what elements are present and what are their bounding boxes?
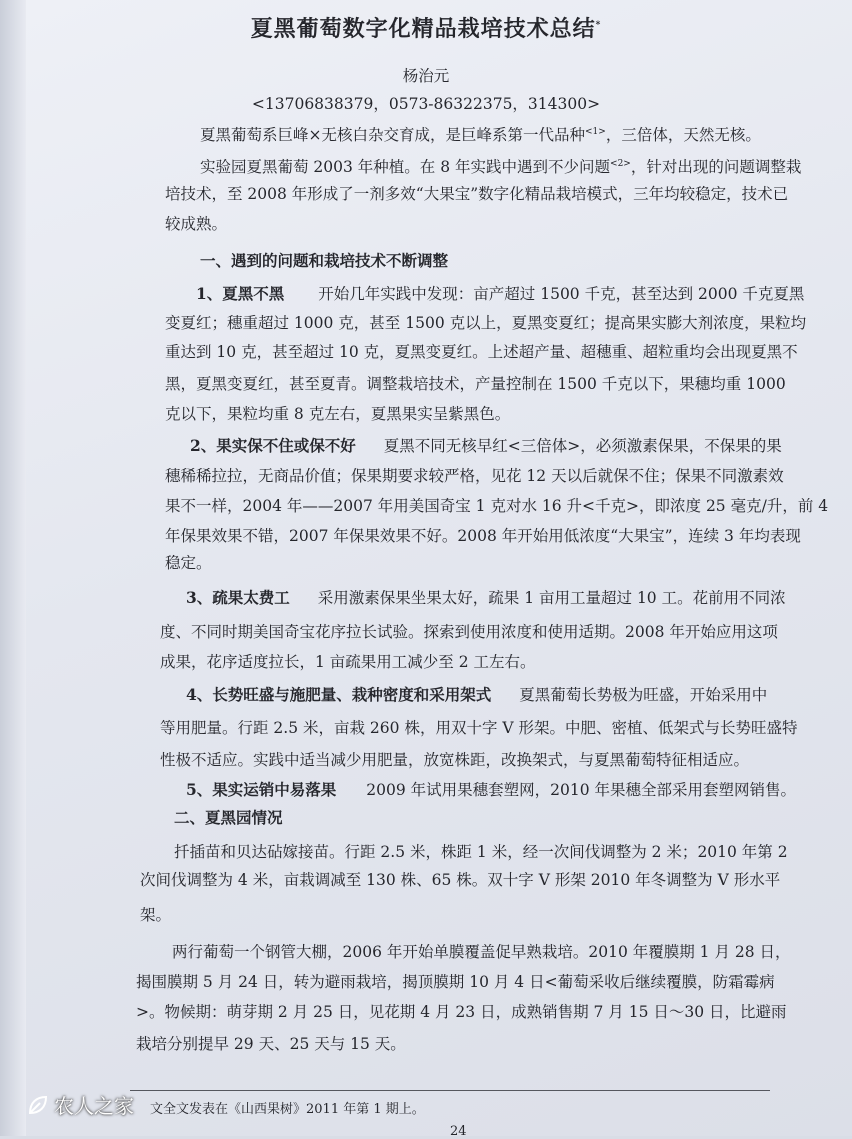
item-3-heading: 3、疏果太费工 <box>186 588 290 607</box>
item-4-heading: 4、长势旺盛与施肥量、栽种密度和采用架式 <box>186 685 492 704</box>
text-line: 等用肥量。行距 2.5 米，亩栽 260 株，用双十字 V 形架。中肥、密植、低架式与长势旺盛特 <box>160 719 798 737</box>
text-line: 年保果效果不错，2007 年保果效果不好。2008 年开始用低浓度“大果宝”，连续 3 年均表现 <box>165 527 801 545</box>
reference-mark: <2> <box>610 159 631 169</box>
section-1-heading: 一、遇到的问题和栽培技术不断调整 <box>200 251 449 270</box>
document-title <box>0 12 852 43</box>
text-line: 扦插苗和贝达砧嫁接苗。行距 2.5 米，株距 1 米，经一次间伐调整为 2 米；2010 年第 2 <box>174 843 788 861</box>
text-line: 培技术，至 2008 年形成了一剂多效“大果宝”数字化精品栽培模式，三年均较稳定，技术已 <box>165 185 789 203</box>
item-5-heading: 5、果实运销中易落果 <box>186 780 337 799</box>
text-line: 成果，花序适度拉长，1 亩疏果用工减少至 2 工左右。 <box>160 653 536 671</box>
title-text: 夏黑葡萄数字化精品栽培技术总结 <box>250 16 596 42</box>
text-line: 较成熟。 <box>165 215 228 233</box>
text-line: 变夏红；穗重超过 1000 克，甚至 1500 克以上，夏黑变夏红；提高果实膨大剂浓度，果粒均 <box>165 314 807 332</box>
text-line: 架。 <box>140 906 172 924</box>
text-line: 栽培分别提早 29 天、25 天与 15 天。 <box>136 1035 406 1053</box>
text-line: 黑，夏黑变夏红，甚至夏青。调整栽培技术，产量控制在 1500 千克以下，果穗均重 1000 <box>165 375 786 393</box>
paper-edge <box>0 0 26 1136</box>
text-line: 两行葡萄一个钢管大棚，2006 年开始单膜覆盖促早熟栽培。2010 年覆膜期 1 月 28 日， <box>172 943 791 961</box>
page-number: 24 <box>450 1124 467 1139</box>
author-contact: <13706838379，0573-86322375，314300> <box>251 95 601 113</box>
item-2: 2、果实保不住或保不好 夏黑不同无核早红<三倍体>，必须激素保果，不保果的果 <box>190 436 782 455</box>
intro-paragraph-1: 夏黑葡萄系巨峰×无核白杂交育成，是巨峰系第一代品种$^{<1>}$，三倍体，天然无核。 <box>200 126 761 145</box>
text-line: 性极不适应。实践中适当减少用肥量，放宽株距，改换架式，与夏黑葡萄特征相适应。 <box>160 751 750 769</box>
item-5: 5、果实运销中易落果 2009 年试用果穗套塑网，2010 年果穗全部采用套塑网销售。 <box>186 780 797 799</box>
text-line: 度、不同时期美国奇宝花序拉长试验。探索到使用浓度和使用适期。2008 年开始应用这项 <box>160 623 778 641</box>
item-3: 3、疏果太费工 采用激素保果坐果太好，疏果 1 亩用工量超过 10 工。花前用不同浓 <box>186 588 786 607</box>
author: 杨治元 <box>402 67 450 85</box>
reference-mark: <1> <box>585 127 606 137</box>
text-line: 次间伐调整为 4 米，亩栽调减至 130 株、65 株。双十字 V 形架 2010 年冬调整为 V 形水平 <box>140 871 781 889</box>
leaf-logo-icon <box>26 1093 50 1117</box>
watermark-text: 农人之家 <box>54 1094 134 1118</box>
intro-paragraph-2: 实验园夏黑葡萄 2003 年种植。在 8 年实践中遇到不少问题$^{<2>}$，针对出现的问题调整栽 <box>200 158 802 177</box>
item-4: 4、长势旺盛与施肥量、栽种密度和采用架式 夏黑葡萄长势极为旺盛，开始采用中 <box>186 685 768 704</box>
text-line: >。物候期：萌芽期 2 月 25 日，见花期 4 月 23 日，成熟销售期 7 月 15 日～30 日，比避雨 <box>136 1003 787 1021</box>
text-line: 克以下，果粒均重 8 克左右，夏黑果实呈紫黑色。 <box>165 405 511 423</box>
watermark <box>26 1090 134 1119</box>
text-line: 揭围膜期 5 月 24 日，转为避雨栽培，揭顶膜期 10 月 4 日<葡萄采收后继续覆膜，防霜霉病 <box>136 973 775 991</box>
item-1-heading: 1、夏黑不黑 <box>196 284 285 303</box>
text-line: 稳定。 <box>165 554 212 572</box>
footnote-divider <box>130 1090 770 1091</box>
text-line: 果不一样，2004 年——2007 年用美国奇宝 1 克对水 16 升<千克>，即浓度 25 毫克/升，前 4 <box>165 497 829 515</box>
text-line: 穗稀稀拉拉，无商品价值；保果期要求较严格，见花 12 天以后就保不住；保果不同激素效 <box>165 467 784 485</box>
text-line: 重达到 10 克，甚至超过 10 克，夏黑变夏红。上述超产量、超穗重、超粒重均会出现夏黑不 <box>165 343 798 361</box>
item-1: 1、夏黑不黑 开始几年实践中发现：亩产超过 1500 千克，甚至达到 2000 千克夏黑 <box>196 284 805 303</box>
item-2-heading: 2、果实保不住或保不好 <box>190 436 356 455</box>
section-2-heading: 二、夏黑园情况 <box>174 808 283 827</box>
title-mark: * <box>595 20 602 31</box>
footnote: 文全文发表在《山西果树》2011 年第 1 期上。 <box>150 1102 425 1117</box>
